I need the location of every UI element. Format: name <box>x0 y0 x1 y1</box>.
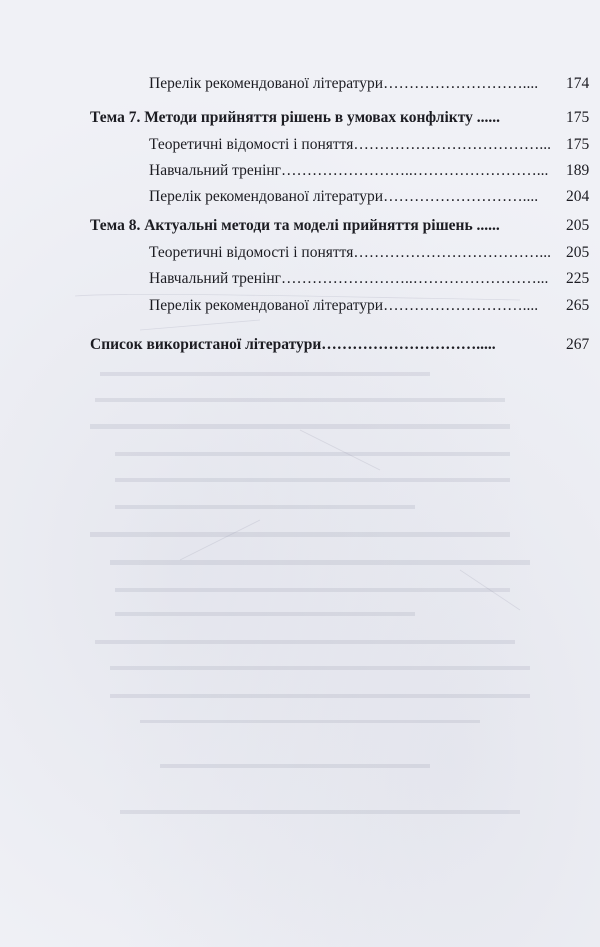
toc-page-number: 174 <box>566 75 590 92</box>
toc-entry-text: Теоретичні відомості і поняття………………………………... <box>149 244 551 261</box>
toc-page-number: 175 <box>566 109 590 126</box>
toc-page-number: 205 <box>566 217 590 234</box>
toc-entry-topic8 <box>90 216 590 236</box>
toc-entry-text: Теоретичні відомості і поняття………………………………... <box>149 136 551 153</box>
toc-page-number: 189 <box>566 162 590 179</box>
toc-page-number: 265 <box>566 297 590 314</box>
toc-entry-text: Перелік рекомендованої літератури……………………….... <box>149 75 539 92</box>
toc-page-number: 225 <box>566 270 590 287</box>
toc-entry-text: Перелік рекомендованої літератури……………………….... <box>149 188 539 205</box>
toc-entry-training-topic8 <box>149 269 590 289</box>
toc-page-number: 175 <box>566 136 590 153</box>
toc-entry-text: Навчальний тренінг……………………..……………………... <box>149 270 549 287</box>
toc-entry-theory-topic8 <box>149 243 590 263</box>
toc-entry-literature-topic6 <box>149 74 590 94</box>
toc-entry-references <box>90 335 590 355</box>
toc-entry-topic7 <box>90 108 590 128</box>
toc-entry-literature-topic8 <box>149 296 590 316</box>
toc-entry-text: Тема 8. Актуальні методи та моделі прийняття рішень ...... <box>90 217 500 234</box>
toc-entry-literature-topic7 <box>149 187 590 207</box>
toc-entry-text: Список використаної літератури…………………………..... <box>90 336 496 353</box>
toc-entry-text: Навчальний тренінг……………………..……………………... <box>149 162 549 179</box>
toc-page-number: 267 <box>566 336 590 353</box>
toc-entry-text: Перелік рекомендованої літератури……………………….... <box>149 297 539 314</box>
toc-page-number: 205 <box>566 244 590 261</box>
toc-page-number: 204 <box>566 188 590 205</box>
toc-entry-theory-topic7 <box>149 135 590 155</box>
toc-entry-text: Тема 7. Методи прийняття рішень в умовах конфлікту ...... <box>90 109 500 126</box>
toc-entry-training-topic7 <box>149 161 590 181</box>
